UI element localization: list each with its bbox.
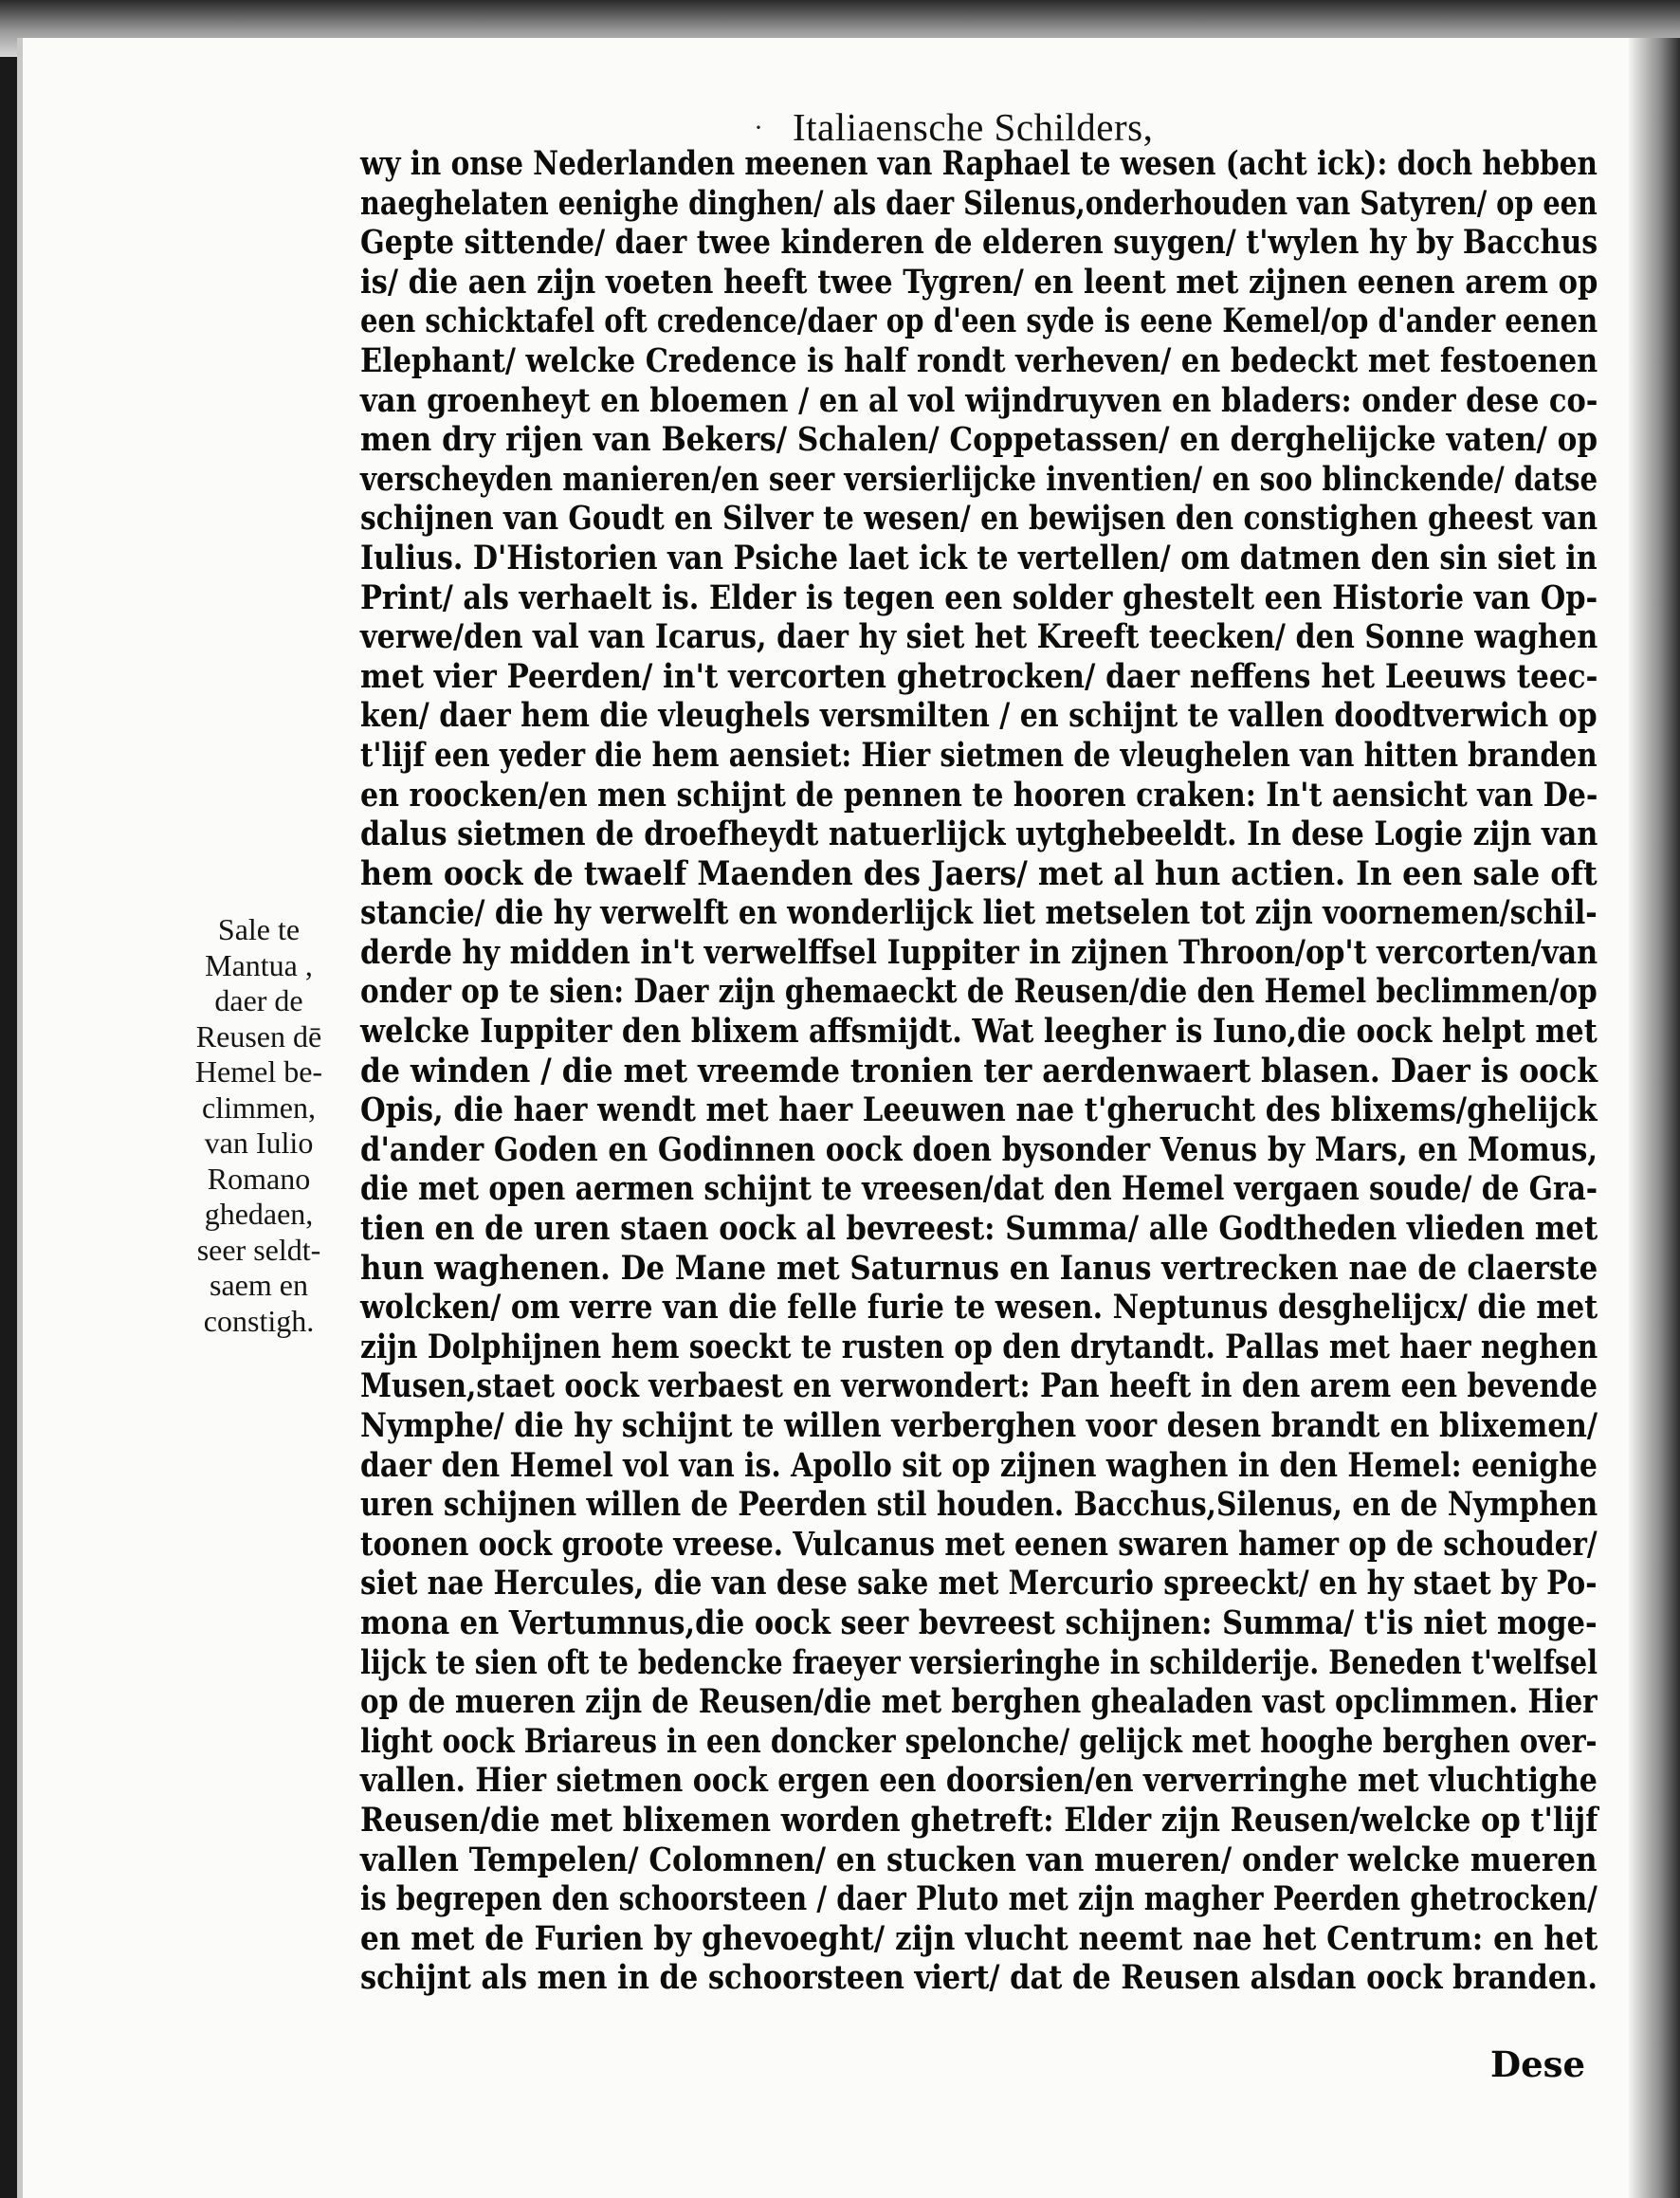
- running-head: Italiaensche Schilders,: [793, 105, 1154, 149]
- margin-note-line: Mantua ,: [205, 947, 313, 982]
- text-line: schijnen van Goudt en Silver te wesen/ en bewijsen den constighen gheest van: [360, 499, 1598, 539]
- text-line: de winden / die met vreemde tronien ter aerdenwaert blasen. Daer is oock: [360, 1051, 1598, 1090]
- text-line: lijck te sien oft te bedencke fraeyer versieringhe in schilderije. Beneden t'welfsel: [360, 1642, 1598, 1682]
- text-line: d'ander Goden en Godinnen oock doen bysonder Venus by Mars, en Momus,: [360, 1129, 1598, 1169]
- margin-note-line: daer de: [214, 983, 303, 1017]
- text-line: light oock Briareus in een doncker spelonche/ gelijck met hooghe berghen over-: [360, 1721, 1598, 1761]
- text-line: Print/ als verhaelt is. Elder is tegen een solder ghestelt een Historie van Op-: [360, 577, 1598, 617]
- text-line: welcke Iuppiter den blixem affsmijdt. Wat leegher is Iuno,die oock helpt met: [360, 1012, 1598, 1052]
- text-line: mona en Vertumnus,die oock seer bevreest schijnen: Summa/ t'is niet moge-: [360, 1603, 1598, 1642]
- text-line: siet nae Hercules, die van dese sake met Mercurio spreeckt/ en hy staet by Po-: [360, 1564, 1598, 1603]
- text-line: wy in onse Nederlanden meenen van Raphael te wesen (acht ick): doch hebben: [360, 144, 1598, 183]
- catchword: Dese: [1490, 2043, 1585, 2085]
- text-line: schijnt als men in de schoorsteen viert/ dat de Reusen alsdan oock branden.: [360, 1958, 1598, 1998]
- text-line: stancie/ die hy verwelft en wonderlijck liet metselen tot zijn voornemen/schil-: [360, 893, 1598, 933]
- text-line: Opis, die haer wendt met haer Leeuwen nae t'gherucht des blixems/ghelijck: [360, 1090, 1598, 1130]
- text-line: hun waghenen. De Mane met Saturnus en Ianus vertrecken nae de claerste: [360, 1248, 1598, 1288]
- margin-note-line: saem en: [210, 1268, 308, 1302]
- text-line: daer den Hemel vol van is. Apollo sit op zijnen waghen in den Hemel: eenighe: [360, 1445, 1598, 1485]
- margin-note-line: constigh.: [203, 1303, 315, 1338]
- text-line: vallen Tempelen/ Colomnen/ en stucken van mueren/ onder welcke mueren: [360, 1840, 1598, 1879]
- text-line: met vier Peerden/ in't vercorten ghetrocken/ daer neffens het Leeuws teec-: [360, 656, 1598, 696]
- text-line: Reusen/die met blixemen worden ghetreft: Elder zijn Reusen/welcke op t'lijf: [360, 1800, 1598, 1840]
- text-line: Musen,staet oock verbaest en verwondert: Pan heeft in den arem een bevende: [360, 1366, 1598, 1406]
- text-line: tien en de uren staen oock al bevreest: Summa/ alle Godtheden vlieden met: [360, 1209, 1598, 1249]
- margin-note-line: van Iulio: [204, 1126, 314, 1160]
- margin-note-line: Sale te: [217, 912, 301, 946]
- text-line: wolcken/ om verre van die felle furie te wesen. Neptunus desghelijcx/ die met: [360, 1288, 1598, 1328]
- text-line: en roocken/en men schijnt de pennen te hooren craken: In't aensicht van De-: [360, 775, 1598, 815]
- text-line: is/ die aen zijn voeten heeft twee Tygren/ en leent met zijnen eenen arem op: [360, 262, 1598, 302]
- text-line: hem oock de twaelf Maenden des Jaers/ met al hun actien. In een sale oft: [360, 853, 1598, 893]
- text-line: naeghelaten eenighe dinghen/ als daer Silenus,onderhouden van Satyren/ op een: [360, 183, 1598, 223]
- text-line: onder op te sien: Daer zijn ghemaeckt de Reusen/die den Hemel beclimmen/op: [360, 972, 1598, 1012]
- margin-note-line: Romano: [207, 1161, 311, 1196]
- text-line: derde hy midden in't verwelffsel Iuppiter in zijnen Throon/op't vercorten/van: [360, 932, 1598, 972]
- text-line: Nymphe/ die hy schijnt te willen verberghen voor desen brandt en blixemen/: [360, 1406, 1598, 1445]
- text-line: uren schijnen willen de Peerden stil houden. Bacchus,Silenus, en de Nymphen: [360, 1485, 1598, 1525]
- text-line: is begrepen den schoorsteen / daer Pluto met zijn magher Peerden ghetrocken/: [360, 1879, 1598, 1919]
- text-line: toonen oock groote vreese. Vulcanus met eenen swaren hamer op de schouder/: [360, 1524, 1598, 1564]
- text-line: en met de Furien by ghevoeght/ zijn vlucht neemt nae het Centrum: en het: [360, 1918, 1598, 1958]
- margin-note-line: Reusen dē: [195, 1018, 322, 1053]
- text-line: ken/ daer hem die vleughels versmilten / en schijnt te vallen doodtverwich op: [360, 696, 1598, 736]
- margin-note-line: seer seldt-: [196, 1232, 321, 1267]
- text-line: van groenheyt en bloemen / en al vol wijndruyven en bladers: onder dese co-: [360, 380, 1598, 420]
- text-line: Gepte sittende/ daer twee kinderen de elderen suygen/ t'wylen hy by Bacchus: [360, 223, 1598, 263]
- margin-note-line: climmen,: [202, 1090, 316, 1125]
- text-line: Iulius. D'Historien van Psiche laet ick te vertellen/ om datmen den sin siet in: [360, 538, 1598, 577]
- text-line: vallen. Hier sietmen oock ergen een doorsien/en ververringhe met vluchtighe: [360, 1761, 1598, 1801]
- text-line: zijn Dolphijnen hem soeckt te rusten op den drytandt. Pallas met haer neghen: [360, 1327, 1598, 1366]
- body-text: [360, 144, 1598, 1998]
- text-line: t'lijf een yeder die hem aensiet: Hier sietmen de vleughelen van hitten branden: [360, 735, 1598, 775]
- text-line: een schicktafel oft credence/daer op d'een syde is eene Kemel/op d'ander eenen: [360, 302, 1598, 341]
- text-line: dalus sietmen de droefheydt natuerlijck uytghebeeldt. In dese Logie zijn van: [360, 815, 1598, 854]
- text-line: op de mueren zijn de Reusen/die met berghen ghealaden vast opclimmen. Hier: [360, 1682, 1598, 1722]
- text-line: verscheyden manieren/en seer versierlijcke inventien/ en soo blinckende/ datse: [360, 459, 1598, 499]
- margin-note-line: Hemel be-: [194, 1054, 323, 1089]
- ink-dot: ·: [754, 112, 763, 143]
- margin-note: [188, 912, 330, 1339]
- text-line: men dry rijen van Bekers/ Schalen/ Coppetassen/ en derghelijcke vaten/ op: [360, 420, 1598, 460]
- text-line: Elephant/ welcke Credence is half rondt verheven/ en bedeckt met festoenen: [360, 340, 1598, 380]
- margin-note-line: ghedaen,: [204, 1197, 314, 1231]
- text-line: die met open aermen schijnt te vreesen/dat den Hemel vergaen soude/ de Gra-: [360, 1169, 1598, 1209]
- text-line: verwe/den val van Icarus, daer hy siet het Kreeft teecken/ den Sonne waghen: [360, 617, 1598, 657]
- page-gutter-shadow: [1629, 38, 1680, 2198]
